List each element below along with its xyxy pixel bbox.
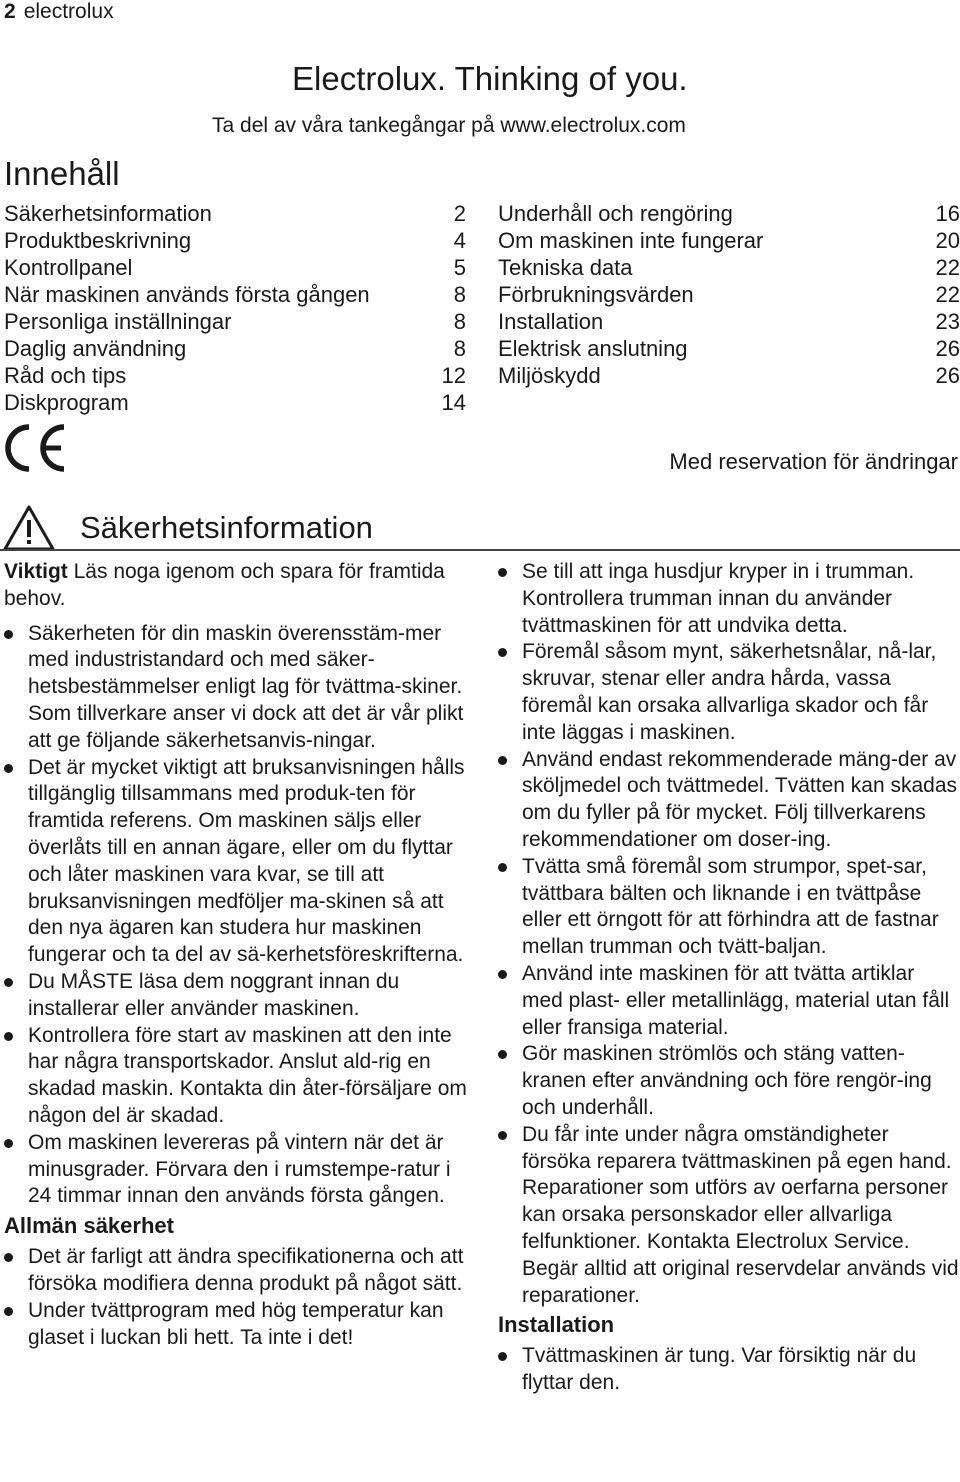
- toc-item[interactable]: Produktbeskrivning 4: [4, 228, 466, 253]
- safety-list-continued: [498, 559, 960, 1309]
- list-item: Det är farligt att ändra specifikationerna och att försöka modifiera denna produkt på något sätt.: [4, 1244, 469, 1298]
- toc-left: [4, 200, 466, 416]
- list-item: Se till att inga husdjur kryper in i trumman. Kontrollera trumman innan du använder tvättmaskinen för att undvika detta.: [498, 559, 960, 639]
- list-item: Gör maskinen strömlös och stäng vatten-kranen efter användning och före rengör-ing och underhåll.: [498, 1041, 960, 1121]
- installation-heading: Installation: [498, 1312, 615, 1338]
- bullet-icon: [498, 756, 507, 765]
- list-item: Föremål såsom mynt, säkerhetsnålar, nå-lar, skruvar, stenar eller andra hårda, vassa föremål kan orsaka allvarliga skador och får inte läggas i maskinen.: [498, 639, 960, 746]
- bullet-icon: [498, 863, 507, 872]
- general-safety-heading: Allmän säkerhet: [4, 1213, 174, 1239]
- contents-title: Innehåll: [4, 155, 120, 192]
- section-title: Säkerhetsinformation: [80, 510, 373, 545]
- tagline: Electrolux. Thinking of you.: [292, 60, 688, 97]
- ce-mark-icon: [2, 424, 68, 472]
- intro-text: Läs noga igenom och spara för framtida behov.: [4, 560, 445, 610]
- toc-item[interactable]: Personliga inställningar 8: [4, 309, 466, 334]
- toc-item[interactable]: Kontrollpanel 5: [4, 255, 466, 280]
- bullet-icon: [4, 1307, 13, 1316]
- bullet-icon: [498, 1131, 507, 1140]
- general-safety-list: [4, 1244, 469, 1351]
- bullet-icon: [4, 1139, 13, 1148]
- toc-item[interactable]: Diskprogram 14: [4, 390, 466, 415]
- toc-right: [498, 200, 960, 389]
- list-item: Du MÅSTE läsa dem noggrant innan du installerar eller använder maskinen.: [4, 969, 469, 1023]
- list-item: Du får inte under några omständigheter försöka reparera tvättmaskinen på egen hand. Reparationer som utförs av oerfarna personer kan orsaka personskador eller allvarliga felfunktioner. Kontakta Electrolux Service. Begär alltid att original reservdelar används vid reparationer.: [498, 1122, 960, 1310]
- intro-paragraph: [4, 559, 469, 613]
- bullet-icon: [4, 1253, 13, 1262]
- safety-list: [4, 621, 469, 1211]
- toc-item[interactable]: När maskinen används första gången 8: [4, 282, 466, 307]
- brand-name: electrolux: [23, 0, 114, 23]
- toc-item[interactable]: Tekniska data 22: [498, 255, 960, 280]
- list-item: Säkerheten för din maskin överensstäm-mer med industristandard och med säker-hetsbestämmelser enligt lag för tvättma-skiner. Som tillverkare anser vi dock att det är vår plikt att ge följande säkerhetsanvis-ningar.: [4, 621, 469, 755]
- reservation-note: Med reservation för ändringar: [669, 449, 958, 474]
- right-column: [498, 559, 960, 1397]
- list-item: Tvätta små föremål som strumpor, spet-sar, tvättbara bälten och liknande i en tvättpåse eller ett örngott för att förhindra att de fastnar mellan trumman och tvätt-baljan.: [498, 854, 960, 961]
- bullet-icon: [4, 1032, 13, 1041]
- toc-item[interactable]: Underhåll och rengöring 16: [498, 201, 960, 226]
- toc-item[interactable]: Råd och tips 12: [4, 363, 466, 388]
- bullet-icon: [4, 630, 13, 639]
- list-item: Det är mycket viktigt att bruksanvisningen hålls tillgänglig tillsammans med produk-ten för framtida referens. Om maskinen säljs eller överlåts till en annan ägare, eller om du flyttar och låter maskinen vara kvar, se till att bruksanvisningen medföljer ma-skinen så att den nya ägaren kan studera hur maskinen fungerar och ta del av sä-kerhetsföreskrifterna.: [4, 755, 469, 969]
- list-item: Tvättmaskinen är tung. Var försiktig när du flyttar den.: [498, 1343, 960, 1397]
- toc-item[interactable]: Installation 23: [498, 309, 960, 334]
- toc-item[interactable]: Miljöskydd 26: [498, 363, 960, 388]
- list-item: Använd inte maskinen för att tvätta artiklar med plast- eller metallinlägg, material utan fåll eller fransiga material.: [498, 961, 960, 1041]
- toc-item[interactable]: Förbrukningsvärden 22: [498, 282, 960, 307]
- bullet-icon: [498, 648, 507, 657]
- toc-item[interactable]: Elektrisk anslutning 26: [498, 336, 960, 361]
- list-item: Använd endast rekommenderade mäng-der av sköljmedel och tvättmedel. Tvätten kan skadas om du fyller på för mycket. Följ tillverkarens rekommendationer om doser-ing.: [498, 747, 960, 854]
- toc-item[interactable]: Om maskinen inte fungerar 20: [498, 228, 960, 253]
- warning-triangle-icon: [2, 504, 56, 552]
- installation-list: [498, 1343, 960, 1397]
- tagline-sub: Ta del av våra tankegångar på www.electrolux.com: [212, 114, 686, 137]
- intro-bold: Viktigt: [4, 560, 68, 583]
- bullet-icon: [498, 1352, 507, 1361]
- bullet-icon: [4, 764, 13, 773]
- toc-item[interactable]: Säkerhetsinformation 2: [4, 201, 466, 226]
- list-item: Om maskinen levereras på vintern när det är minusgrader. Förvara den i rumstempe-ratur i 24 timmar innan den används första gången.: [4, 1130, 469, 1210]
- bullet-icon: [498, 1050, 507, 1059]
- page-number: 2: [4, 0, 16, 23]
- bullet-icon: [4, 978, 13, 987]
- list-item: Kontrollera före start av maskinen att den inte har några transportskador. Anslut ald-rig en skadad maskin. Kontakta din åter-försäljare om någon del är skadad.: [4, 1023, 469, 1130]
- section-divider: [0, 549, 960, 551]
- bullet-icon: [498, 970, 507, 979]
- list-item: Under tvättprogram med hög temperatur kan glaset i luckan bli hett. Ta inte i det!: [4, 1298, 469, 1352]
- toc-item[interactable]: Daglig användning 8: [4, 336, 466, 361]
- bullet-icon: [498, 568, 507, 577]
- page-header: [4, 0, 114, 24]
- left-column: [4, 559, 469, 1351]
